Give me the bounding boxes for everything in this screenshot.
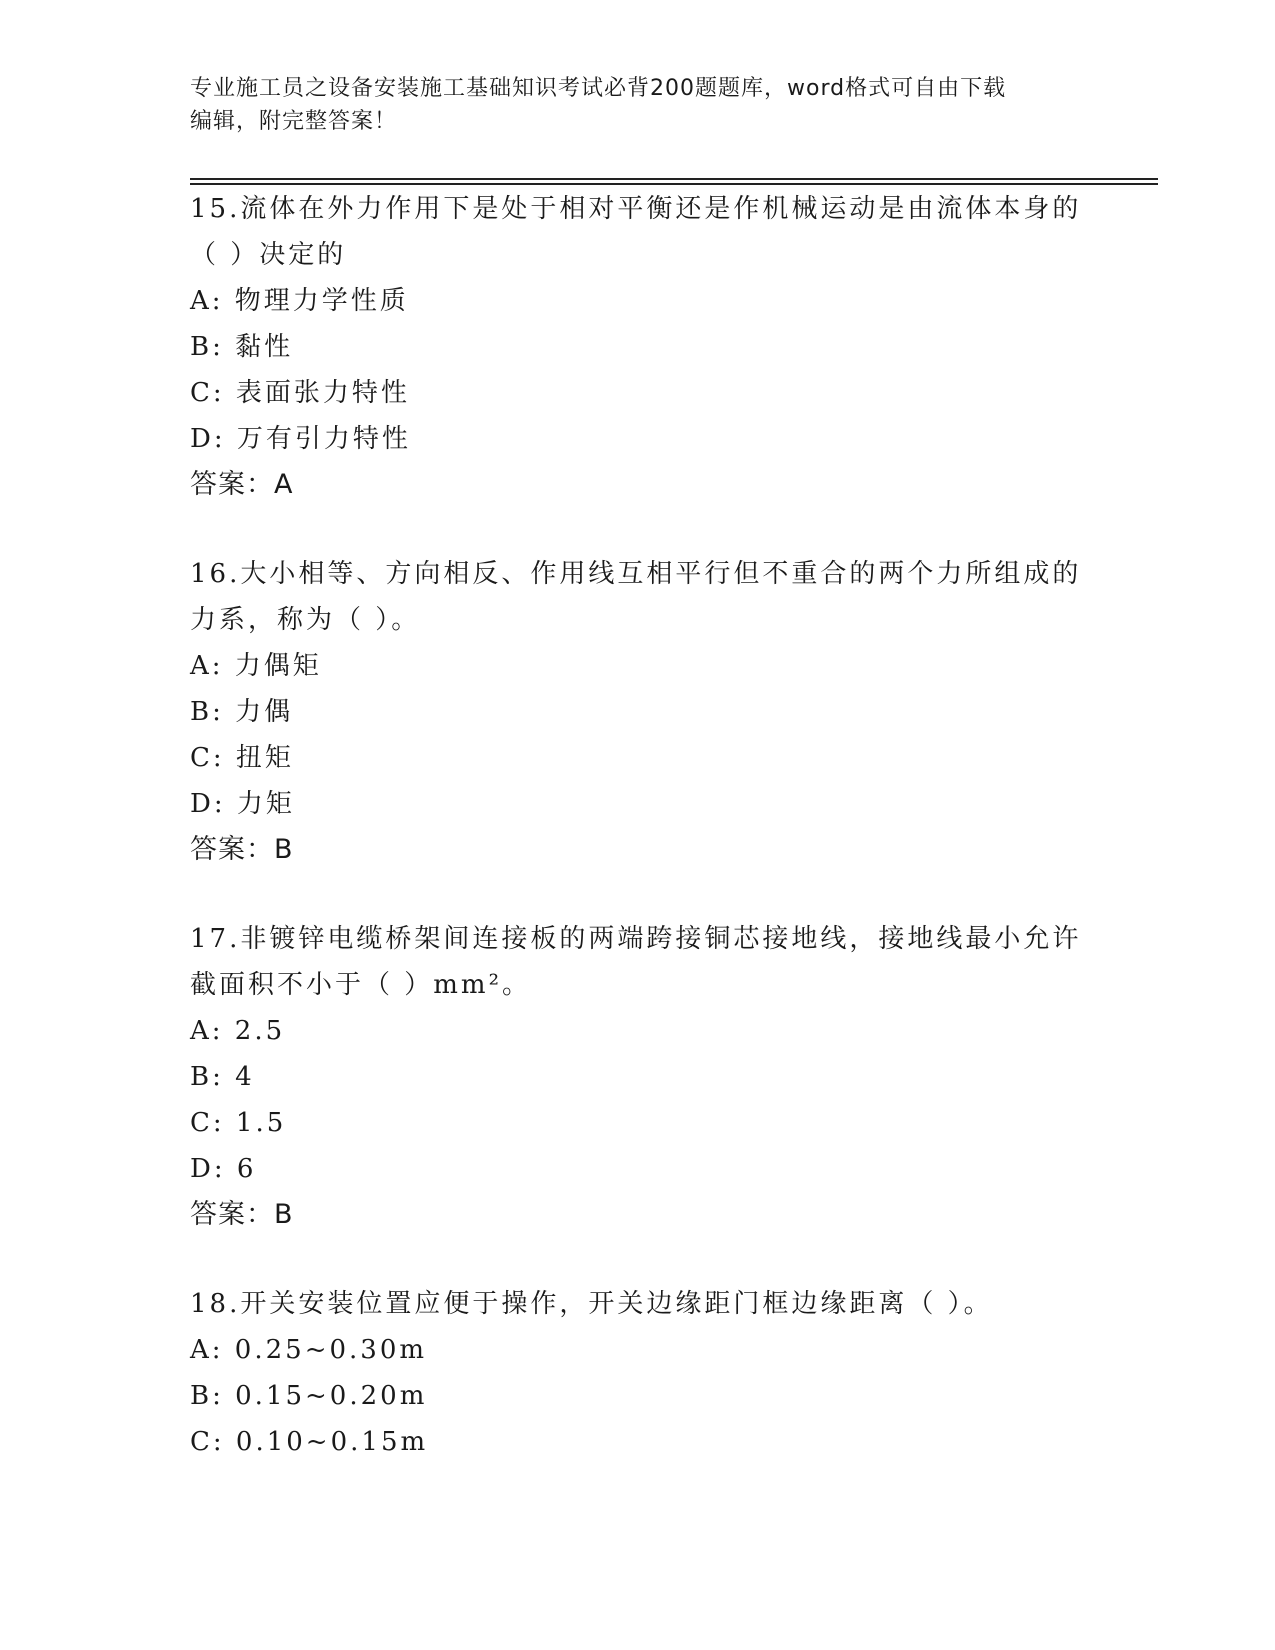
- option-c: C: 扭矩: [190, 743, 294, 773]
- option-b: B: 黏性: [190, 332, 294, 362]
- option-b: B: 力偶: [190, 697, 294, 727]
- question-stem-line: 18.开关安装位置应便于操作，开关边缘距门框边缘距离（ ）。: [190, 1289, 993, 1319]
- option-a: A: 2.5: [190, 1016, 286, 1046]
- header-rule-bottom: [190, 183, 1158, 185]
- question-15: [190, 186, 1090, 508]
- option-c: C: 0.10~0.15m: [190, 1427, 429, 1457]
- question-16: [190, 551, 1090, 873]
- question-18: [190, 1281, 1090, 1465]
- header-line-2: 编辑，附完整答案！: [190, 109, 398, 134]
- option-d: D: 6: [190, 1154, 257, 1184]
- option-a: A: 物理力学性质: [190, 286, 409, 316]
- option-b: B: 4: [190, 1062, 255, 1092]
- question-list: [190, 186, 1090, 1508]
- document-header: [190, 72, 1090, 138]
- question-stem-line: 力系，称为（ ）。: [190, 605, 421, 635]
- option-a: A: 力偶矩: [190, 651, 322, 681]
- question-17: [190, 916, 1090, 1238]
- question-stem-line: 17.非镀锌电缆桥架间连接板的两端跨接铜芯接地线，接地线最小允许: [190, 924, 1082, 954]
- header-rule-top: [190, 178, 1158, 180]
- option-b: B: 0.15~0.20m: [190, 1381, 428, 1411]
- question-stem-line: 截面积不小于（ ）mm²。: [190, 970, 531, 1000]
- question-stem-line: （ ）决定的: [190, 240, 347, 270]
- option-a: A: 0.25~0.30m: [190, 1335, 428, 1365]
- option-c: C: 1.5: [190, 1108, 287, 1138]
- answer-label: 答案：B: [190, 834, 294, 865]
- option-c: C: 表面张力特性: [190, 378, 410, 408]
- answer-label: 答案：A: [190, 469, 294, 500]
- option-d: D: 力矩: [190, 789, 295, 819]
- option-d: D: 万有引力特性: [190, 424, 411, 454]
- question-stem-line: 16.大小相等、方向相反、作用线互相平行但不重合的两个力所组成的: [190, 559, 1082, 589]
- answer-label: 答案：B: [190, 1199, 294, 1230]
- header-line-1: 专业施工员之设备安装施工基础知识考试必背200题题库，word格式可自由下载: [190, 76, 1007, 101]
- question-stem-line: 15.流体在外力作用下是处于相对平衡还是作机械运动是由流体本身的: [190, 194, 1082, 224]
